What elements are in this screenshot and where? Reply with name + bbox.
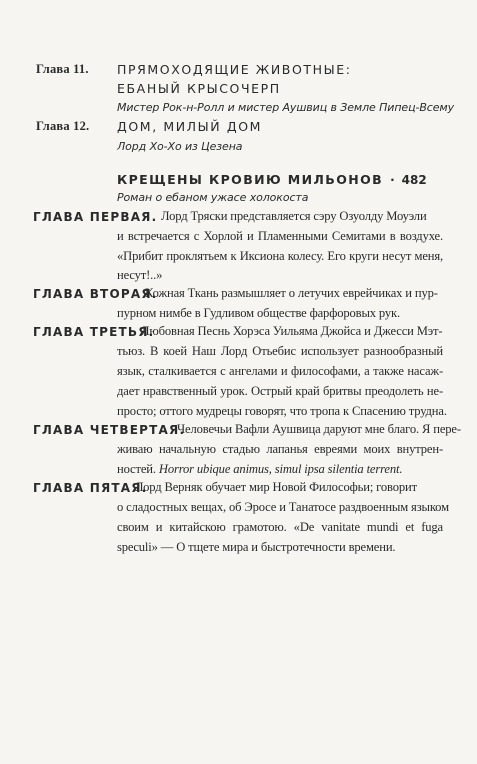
chapter-4-line-2: живаю начальную стадью лапанья евреями моих внутрен- bbox=[117, 442, 443, 456]
toc-title-chapter-12: ДОМ, МИЛЫЙ ДОМ bbox=[117, 119, 263, 134]
chapter-5-line-4: speculi» — О тщете мира и быстротечности времени. bbox=[117, 540, 396, 554]
chapter-4-heading: ГЛАВА ЧЕТВЕРТАЯ. bbox=[33, 423, 186, 437]
toc-subtitle-chapter-12: Лорд Хо-Хо из Цезена bbox=[117, 140, 243, 153]
chapter-3-line-5: просто; оттого мудрецы говорят, что тропа к Спасению трудна. bbox=[117, 404, 447, 418]
chapter-4-latin-quote: Horror ubique animus, simul ipsa silentia terrent. bbox=[158, 462, 403, 476]
part-separator: · bbox=[390, 173, 395, 187]
part-title: КРЕЩЕНЫ КРОВИЮ МИЛЬОНОВ bbox=[117, 172, 384, 187]
chapter-3-line-4: дает нравственный урок. Острый край бритвы преодолеть не- bbox=[117, 384, 443, 398]
chapter-1-line-1: Лорд Тряски представляется сэру Озуолду Моуэли bbox=[161, 209, 427, 223]
chapter-1-heading: ГЛАВА ПЕРВАЯ. bbox=[33, 210, 158, 224]
chapter-3-heading: ГЛАВА ТРЕТЬЯ. bbox=[33, 325, 155, 339]
chapter-2-line-1: Кожная Ткань размышляет о летучих еврейчиках и пур- bbox=[145, 286, 438, 300]
chapter-3-line-1: Любовная Песнь Хорэса Уильяма Джойса и Джесси Мэт- bbox=[141, 324, 443, 338]
chapter-5-line-1: Лорд Верняк обучает мир Новой Философьи; говорит bbox=[135, 480, 417, 494]
chapter-4-line-3-text: ностей. bbox=[117, 462, 159, 476]
chapter-1-line-4: несут!..» bbox=[117, 268, 163, 282]
toc-title-chapter-11-line-2: ЕБАНЫЙ КРЫСОЧЕРП bbox=[117, 81, 281, 96]
toc-label-chapter-11: Глава 11. bbox=[36, 62, 89, 76]
chapter-1-line-3: «Прибит проклятьем к Иксиона колесу. Его круги несут меня, bbox=[117, 249, 443, 263]
chapter-3-line-3: язык, сталкивается с ангелами и философами, а также насаж- bbox=[117, 364, 443, 378]
chapter-1-line-2: и встречается с Хорлой и Пламенными Семитами в воздухе. bbox=[117, 229, 443, 243]
toc-title-chapter-11-line-1: ПРЯМОХОДЯЩИЕ ЖИВОТНЫЕ: bbox=[117, 62, 352, 77]
chapter-4-line-1: Человечьи Вафли Аушвица даруют мне благо. Я пере- bbox=[177, 422, 461, 436]
chapter-4-line-3 bbox=[117, 462, 402, 477]
chapter-5-line-3: своим и китайскою грамотою. «De vanitate mundi et fuga bbox=[117, 520, 443, 534]
part-subtitle: Роман о ебаном ужасе холокоста bbox=[117, 191, 309, 204]
toc-subtitle-chapter-11: Мистер Рок-н-Ролл и мистер Аушвиц в Земле Пипец-Всему bbox=[117, 101, 455, 114]
chapter-5-line-2: о сладостных вещах, об Эросе и Танатосе раздвоенным языком bbox=[117, 500, 449, 514]
chapter-2-heading: ГЛАВА ВТОРАЯ. bbox=[33, 287, 158, 301]
part-heading bbox=[117, 171, 427, 189]
chapter-2-line-2: пурном нимбе в Гудливом обществе фарфоровых рук. bbox=[117, 306, 400, 320]
chapter-5-heading: ГЛАВА ПЯТАЯ. bbox=[33, 481, 148, 495]
toc-label-chapter-12: Глава 12. bbox=[36, 119, 90, 133]
part-page-number: 482 bbox=[401, 173, 427, 187]
chapter-3-line-2: тьюз. В коей Наш Лорд Отьебис использует разнообразный bbox=[117, 344, 443, 358]
